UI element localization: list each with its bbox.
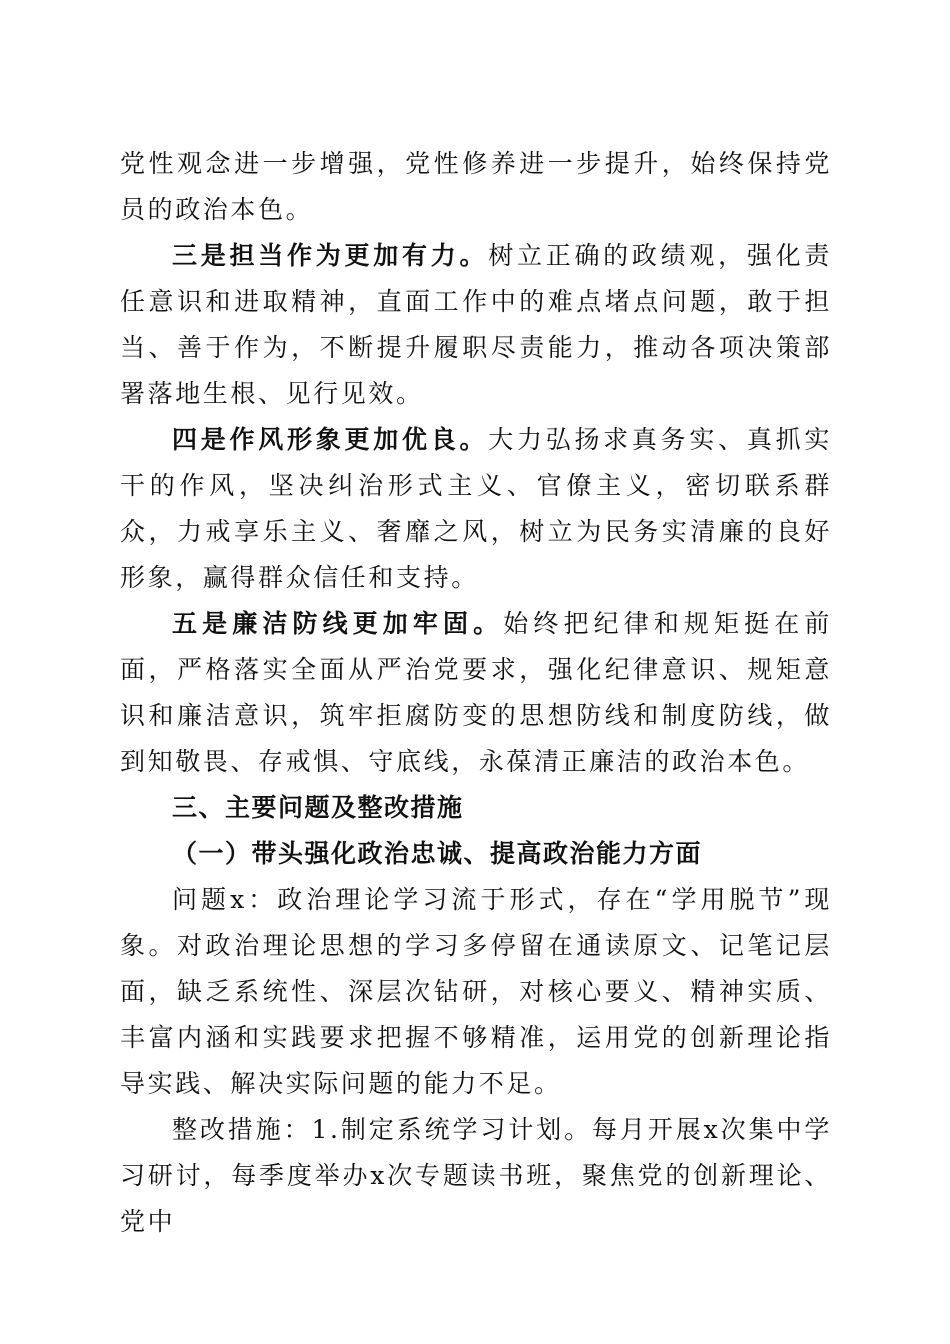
paragraph-text: 树立正确的政绩观，强化责任意识和进取精神，直面工作中的难点堵点问题，敢于担当、善于作为，不断提升履职尽责能力，推动各项决策部署落地生根、见行见效。 — [120, 241, 832, 408]
section-heading: 三、主要问题及整改措施 — [172, 793, 464, 822]
paragraph-problem: 问题x：政治理论学习流于形式，存在“学用脱节”现象。对政治理论思想的学习多停留在通读原文、记笔记层面，缺乏系统性、深层次钻研，对核心要义、精神实质、丰富内涵和实践要求把握不够精准，运用党的创新理论指导实践、解决实际问题的能力不足。 — [120, 885, 832, 1098]
paragraph-measures: 整改措施：1.制定系统学习计划。每月开展x次集中学习研讨，每季度举办x次专题读书班，聚焦党的创新理论、党中 — [120, 1115, 832, 1236]
paragraph-lead: 五是廉洁防线更加牢固。 — [172, 609, 504, 638]
paragraph-text: 大力弘扬求真务实、真抓实干的作风，坚决纠治形式主义、官僚主义，密切联系群众，力戒享乐主义、奢靡之风，树立为民务实清廉的良好形象，赢得群众信任和支持。 — [120, 425, 832, 592]
paragraph-lead: 四是作风形象更加优良。 — [172, 425, 489, 454]
paragraph-integrity — [120, 601, 832, 785]
document-body — [120, 141, 832, 1245]
paragraph-party-spirit — [120, 141, 832, 233]
paragraph-text: 始终把纪律和规矩挺在前面，严格落实全面从严治党要求，强化纪律意识、规矩意识和廉洁意识，筑牢拒腐防变的思想防线和制度防线，做到知敬畏、存戒惧、守底线，永葆清正廉洁的政治本色。 — [120, 609, 832, 776]
paragraph-text: 党性观念进一步增强，党性修养进一步提升，始终保持党员的政治本色。 — [120, 149, 832, 224]
paragraph-responsibility — [120, 233, 832, 417]
subsection-heading: （一）带头强化政治忠诚、提高政治能力方面 — [172, 839, 703, 868]
paragraph-lead: 三是担当作为更加有力。 — [172, 241, 489, 270]
paragraph-work-style — [120, 417, 832, 601]
